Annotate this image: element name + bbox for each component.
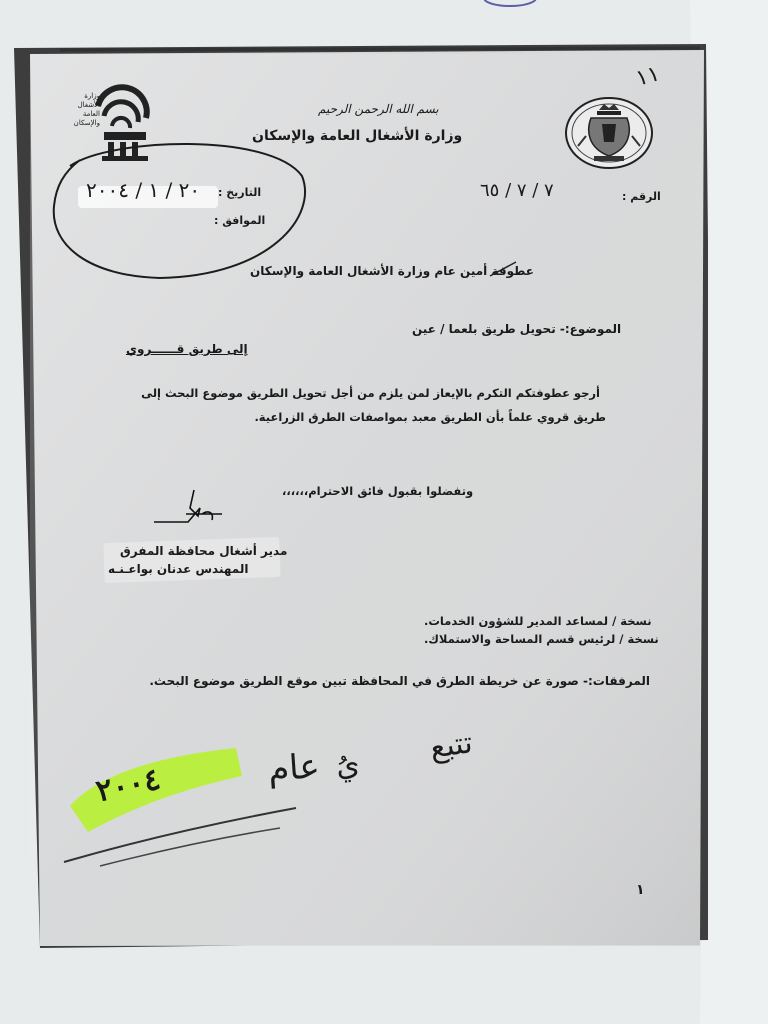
number-value: ٧ / ٧ / ٦٥ [480, 180, 554, 201]
approval-label: الموافق : [214, 214, 266, 227]
body-line-2: طريق قروي علماً بأن الطريق معبد بمواصفات الطرق الزراعية. [254, 410, 606, 424]
logo-caption: وزارة الأشغال العامة والإسكان [73, 92, 100, 127]
sender-title: مدير أشغال محافظة المفرق [120, 544, 288, 558]
subject-line-2: إلى طريق قــــــروي [126, 342, 248, 356]
ministry-name: وزارة الأشغال العامة والإسكان [252, 128, 463, 144]
basmala: بسم الله الرحمن الرحيم [318, 102, 439, 116]
coat-of-arms-icon [564, 96, 654, 170]
recipient-flourish [488, 258, 518, 278]
handwritten-note-3: تتبع [427, 725, 475, 766]
subject-line-1: الموضوع:- تحويل طريق بلعما / عين [412, 322, 622, 336]
cc-line-1: نسخة / لمساعد المدير للشؤون الخدمات. [424, 614, 652, 628]
closing: وتفضلوا بقبول فائق الاحترام،،،،،، [282, 484, 474, 498]
pen-strokes [60, 800, 300, 870]
signature [148, 486, 228, 532]
highlighted-date: ٢٠٠٤ [93, 761, 164, 810]
attachments: المرفقات:- صورة عن خريطة الطرق في المحافظة تبين موقع الطريق موضوع البحث. [149, 674, 650, 688]
recipient: عطوفة أمين عام وزارة الأشغال العامة والإسكان [250, 264, 535, 278]
body-line-1: أرجو عطوفتكم التكرم بالإيعاز لمن يلزم من أجل تحويل الطريق موضوع البحث إلى [141, 386, 600, 400]
date-value: ٢٠ / ١ / ٢٠٠٤ [86, 178, 201, 202]
number-label: الرقم : [622, 190, 661, 203]
sender-name: المهندس عدنان بواعـنـه [108, 562, 249, 576]
handwritten-note-2: يُ [334, 746, 362, 785]
corner-mark: ١١ [633, 61, 663, 92]
page-number: ١ [636, 882, 645, 898]
cc-line-2: نسخة / لرئيس قسم المساحة والاستملاك. [424, 632, 659, 646]
handwritten-note-1: عام [266, 746, 322, 790]
date-label: التاريخ : [218, 186, 262, 199]
